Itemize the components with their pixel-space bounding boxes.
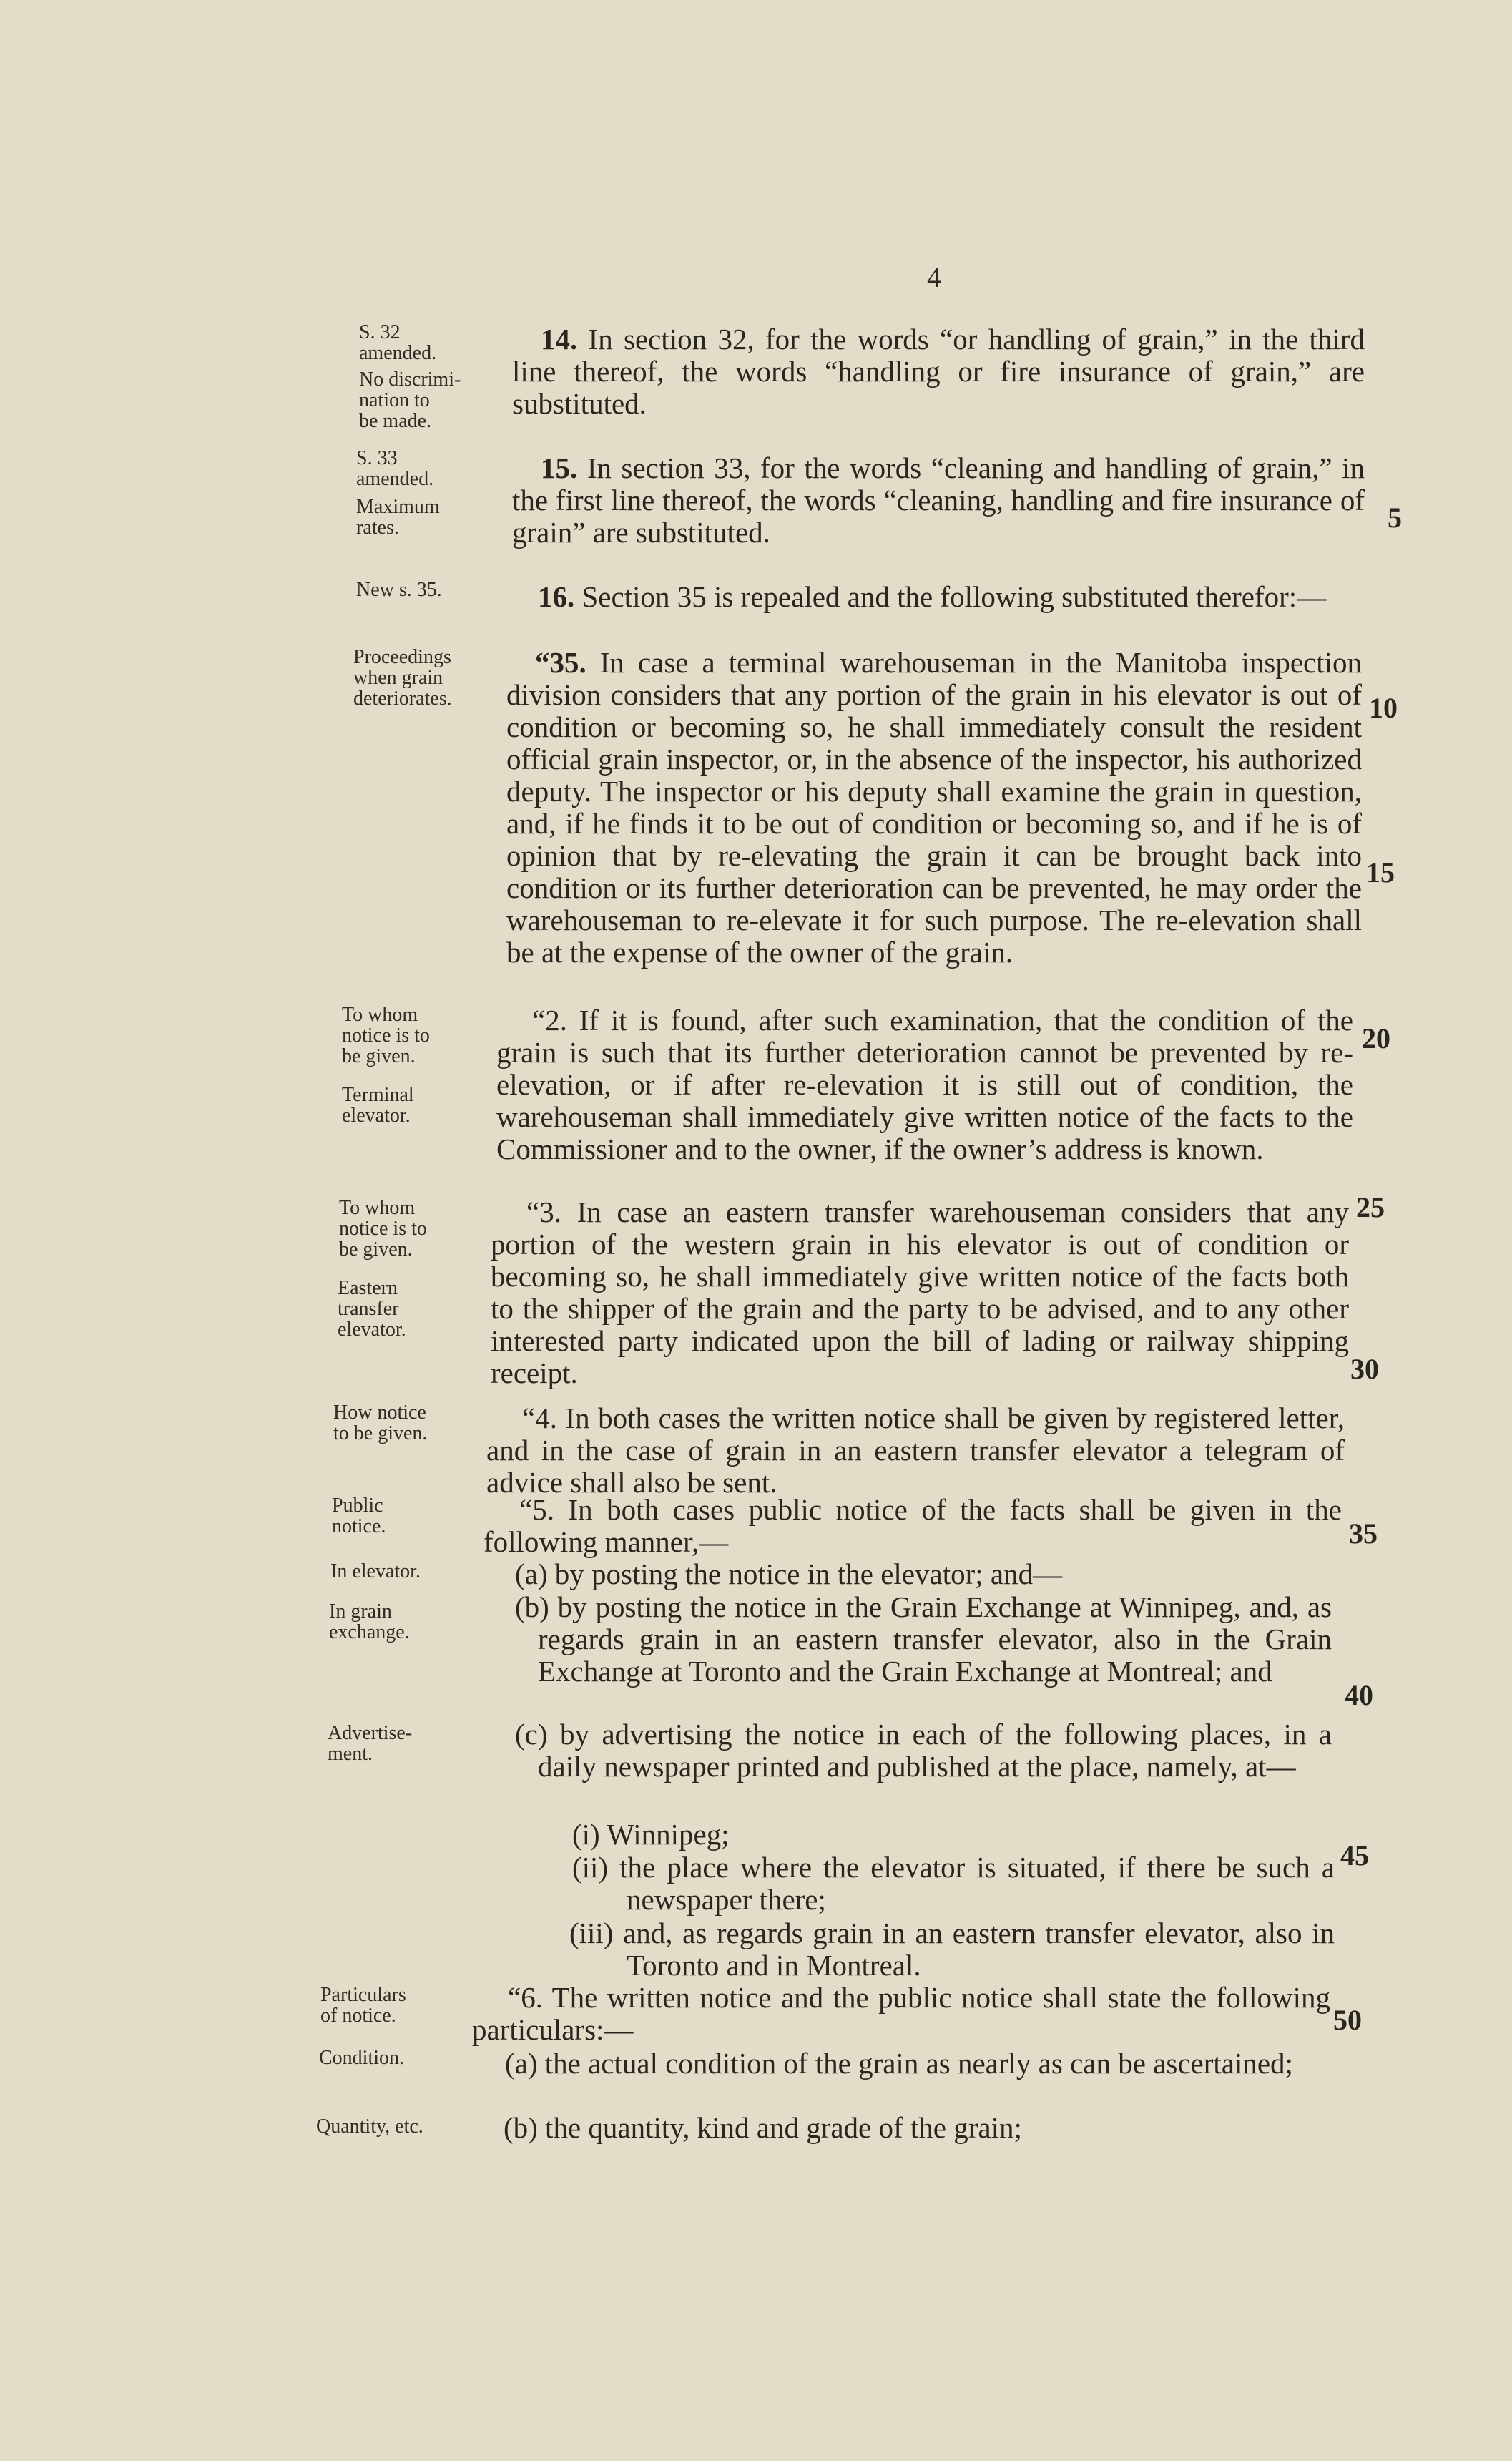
- subsection-paragraph: “2. If it is found, after such examination, that the condition of the grain is such that its further deterioration cannot be prevented by re-elevation, or if after re-elevation it is still out of condition, the warehouseman shall immediately give written notice of the facts to the Commissioner and to the owner, if the owner’s address is known.: [496, 1004, 1353, 1165]
- margin-note: S. 33 amended.: [356, 447, 434, 490]
- subsection-paragraph: “3. In case an eastern transfer warehouseman considers that any portion of the western grain in his elevator is out of condition or becoming so, he shall immediately give written notice of the facts both to the shipper of the grain and the party to be advised, and to any other interested party indicated upon the bill of lading or railway shipping receipt.: [491, 1195, 1349, 1389]
- section-text: In case a terminal warehouseman in the Manitoba inspection division considers that any portion of the grain in his elevator is out of condition or becoming so, he shall immediately consult the resident official grain inspector, or, in the absence of the inspector, his authorized deputy. The inspector or his deputy shall examine the grain in question, and, if he finds it to be out of condition or becoming so, and if he is of opinion that by re-elevating the grain it can be brought back into condition or its further deterioration can be prevented, he may order the warehouseman to re-elevate it for such purpose. The re-elevation shall be at the expense of the owner of the grain.: [506, 646, 1362, 969]
- section-text: In section 33, for the words “cleaning and handling of grain,” in the first line thereof, the words “cleaning, handling and fire insurance of grain” are substituted.: [512, 451, 1365, 549]
- margin-note: S. 32 amended.: [359, 321, 437, 364]
- clause-paragraph: (b) by posting the notice in the Grain Exchange at Winnipeg, and, as regards grain in an eastern transfer elevator, also in the Grain Exchange at Toronto and the Grain Exchange at Montreal; and: [515, 1590, 1332, 1688]
- section-number: “35.: [535, 646, 586, 679]
- margin-note: Quantity, etc.: [316, 2115, 423, 2138]
- clause-paragraph: (a) the actual condition of the grain as nearly as can be ascertained;: [505, 2047, 1293, 2080]
- section-text: In section 32, for the words “or handling of grain,” in the third line thereof, the words “handling or fire insurance of grain,” are substituted.: [512, 323, 1365, 420]
- margin-note: In elevator.: [330, 1560, 421, 1582]
- line-number: 45: [1340, 1839, 1369, 1872]
- line-number: 25: [1356, 1191, 1385, 1223]
- margin-note: Eastern transfer elevator.: [338, 1277, 406, 1341]
- clause-paragraph: (b) the quantity, kind and grade of the grain;: [504, 2111, 1022, 2144]
- section-paragraph: [512, 452, 1365, 549]
- section-paragraph: [509, 581, 1362, 613]
- margin-note: Public notice.: [332, 1494, 386, 1537]
- line-number: 20: [1362, 1022, 1390, 1055]
- line-number: 5: [1388, 502, 1402, 534]
- section-paragraph: [506, 647, 1362, 969]
- line-number: 10: [1369, 692, 1398, 724]
- margin-note: How notice to be given.: [333, 1401, 428, 1444]
- subsection-paragraph: “6. The written notice and the public notice shall state the following particulars:—: [472, 1981, 1330, 2046]
- section-text: Section 35 is repealed and the following substituted therefor:—: [581, 580, 1327, 613]
- margin-note: To whom notice is to be given.: [339, 1197, 427, 1261]
- line-number: 35: [1349, 1517, 1378, 1550]
- subclause-paragraph: (iii) and, as regards grain in an eastern transfer elevator, also in Toronto and in Montreal.: [569, 1917, 1335, 1982]
- section-paragraph: [512, 323, 1365, 420]
- margin-note: New s. 35.: [356, 579, 442, 601]
- line-number: 15: [1366, 856, 1395, 889]
- margin-note: No discrimi- nation to be made.: [359, 368, 461, 432]
- clause-paragraph: (a) by posting the notice in the elevator; and—: [515, 1557, 1063, 1590]
- margin-note: Maximum rates.: [356, 496, 440, 539]
- margin-note: Terminal elevator.: [342, 1084, 414, 1127]
- clause-paragraph: (c) by advertising the notice in each of the following places, in a daily newspaper printed and published at the place, namely, at—: [515, 1718, 1332, 1783]
- margin-note: Particulars of notice.: [320, 1984, 406, 2027]
- margin-note: To whom notice is to be given.: [342, 1004, 430, 1067]
- page-number: 4: [927, 261, 941, 293]
- section-number: 15.: [541, 451, 578, 484]
- subsection-paragraph: “5. In both cases public notice of the facts shall be given in the following manner,—: [483, 1493, 1342, 1558]
- margin-note: Condition.: [319, 2047, 405, 2069]
- subclause-paragraph: (i) Winnipeg;: [572, 1818, 730, 1851]
- line-number: 40: [1345, 1679, 1373, 1711]
- subclause-paragraph: (ii) the place where the elevator is situated, if there be such a newspaper there;: [572, 1851, 1335, 1916]
- subsection-paragraph: “4. In both cases the written notice shall be given by registered letter, and in the case of grain in an eastern transfer elevator a telegram of advice shall also be sent.: [486, 1401, 1345, 1499]
- margin-note: In grain exchange.: [329, 1600, 410, 1643]
- section-number: 16.: [538, 580, 575, 613]
- section-number: 14.: [541, 323, 578, 356]
- margin-note: Proceedings when grain deteriorates.: [353, 646, 452, 710]
- line-number: 50: [1333, 2004, 1362, 2036]
- margin-note: Advertise- ment.: [328, 1722, 413, 1765]
- line-number: 30: [1350, 1353, 1379, 1385]
